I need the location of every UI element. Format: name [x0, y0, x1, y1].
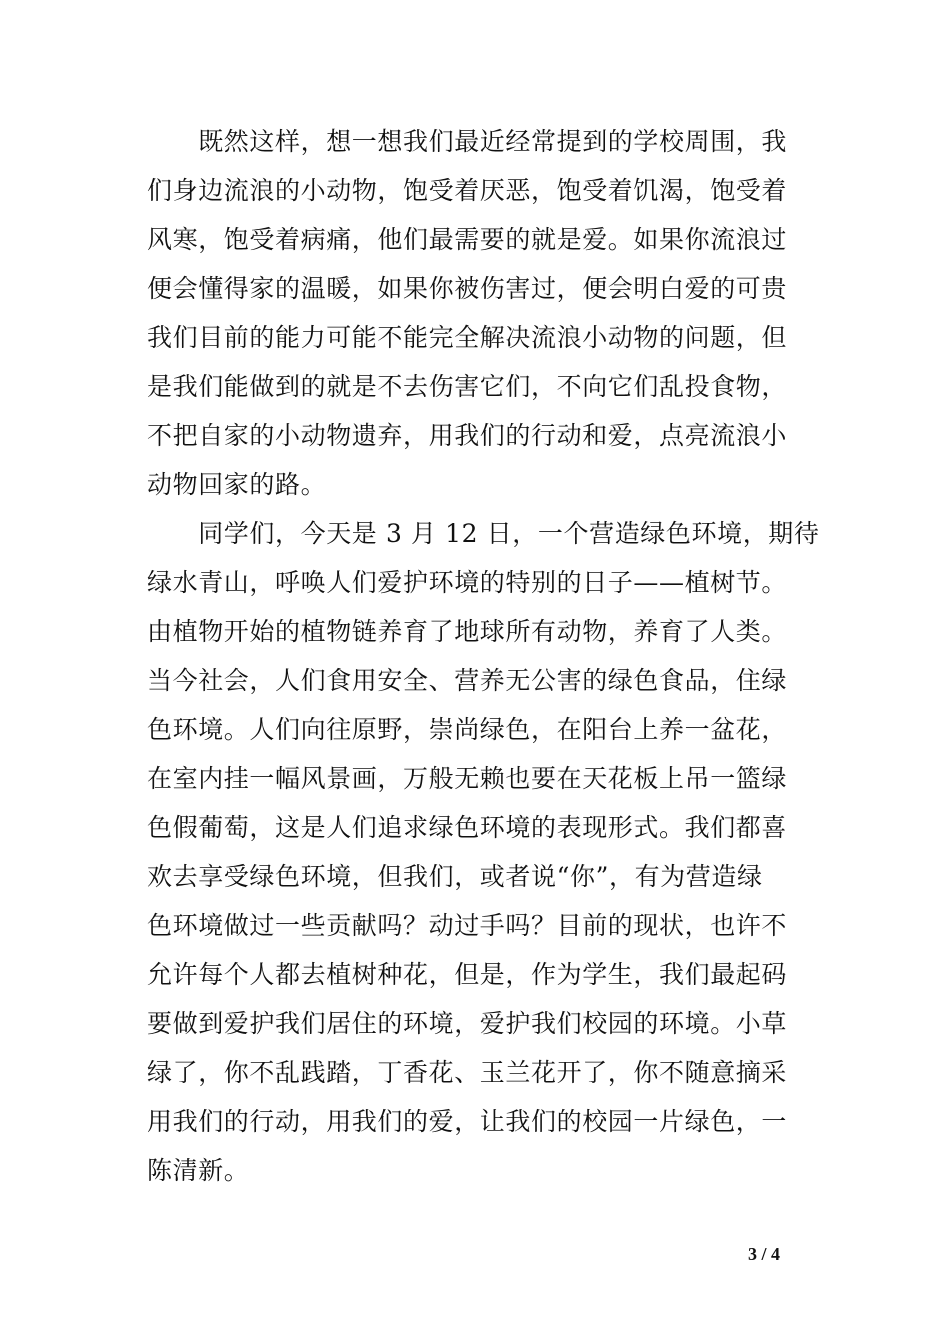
text-line-6: 是我们能做到的就是不去伤害它们，不向它们乱投食物， [147, 372, 788, 401]
text-line-7: 不把自家的小动物遗弃，用我们的行动和爱，点亮流浪小 [147, 421, 788, 450]
page-number: 3 / 4 [748, 1244, 781, 1264]
text-line-8: 动物回家的路。 [147, 470, 327, 499]
text-line-22: 陈清新。 [147, 1156, 250, 1185]
text-line-12: 当今社会，人们食用安全、营养无公害的绿色食品，住绿 [147, 666, 788, 695]
text-line-21: 用我们的行动，用我们的爱，让我们的校园一片绿色，一 [147, 1107, 788, 1136]
text-line-19: 要做到爱护我们居住的环境，爱护我们校园的环境。小草 [147, 1009, 788, 1038]
text-line-5: 我们目前的能力可能不能完全解决流浪小动物的问题，但 [147, 323, 788, 352]
text-line-1: 既然这样，想一想我们最近经常提到的学校周围，我 [147, 127, 788, 156]
text-line-4: 便会懂得家的温暖，如果你被伤害过，便会明白爱的可贵 [147, 274, 788, 303]
text-line-14: 在室内挂一幅风景画，万般无赖也要在天花板上吊一篮绿 [147, 764, 788, 793]
text-line-11: 由植物开始的植物链养育了地球所有动物，养育了人类。 [147, 617, 788, 646]
text-line-10: 绿水青山，呼唤人们爱护环境的特别的日子——植树节。 [147, 568, 788, 597]
text-line-3: 风寒，饱受着病痛，他们最需要的就是爱。如果你流浪过 [147, 225, 788, 254]
text-line-15: 色假葡萄，这是人们追求绿色环境的表现形式。我们都喜 [147, 813, 788, 842]
text-line-2: 们身边流浪的小动物，饱受着厌恶，饱受着饥渴，饱受着 [147, 176, 788, 205]
text-line-18: 允许每个人都去植树种花，但是，作为学生，我们最起码 [147, 960, 788, 989]
text-line-17: 色环境做过一些贡献吗？动过手吗？目前的现状，也许不 [147, 911, 788, 940]
text-line-20: 绿了，你不乱践踏，丁香花、玉兰花开了，你不随意摘采 [147, 1058, 788, 1087]
text-line-9: 同学们，今天是 3 月 12 日，一个营造绿色环境，期待 [147, 519, 820, 548]
text-line-16: 欢去享受绿色环境，但我们，或者说“你”，有为营造绿 [147, 862, 763, 891]
text-line-13: 色环境。人们向往原野，崇尚绿色，在阳台上养一盆花， [147, 715, 788, 744]
